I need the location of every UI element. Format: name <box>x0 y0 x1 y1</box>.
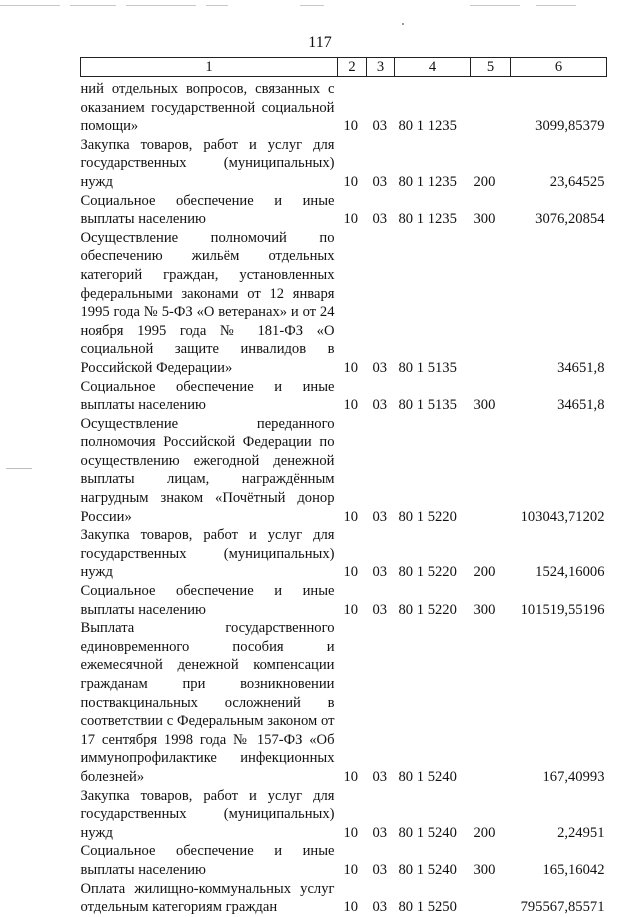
row-target-code: 80 1 5135 <box>398 359 457 376</box>
row-expense-type: 300 <box>473 211 496 228</box>
row-name: Осуществление полномочий по обеспечению жильём отдельных категорий граждан, установленных федеральными законами от 12 января 1995 года № 5-ФЗ «О ветеранах» и от 24 ноября 1995 года № 181-ФЗ «О социальной защите инвалидов в Российской Федерации» <box>80 229 335 376</box>
row-amount: 103043,71202 <box>520 508 605 525</box>
row-section: 10 <box>343 397 359 414</box>
row-expense-type <box>471 880 511 917</box>
row-amount: 165,16042 <box>542 861 605 878</box>
col-header-name: 1 <box>81 58 338 77</box>
row-target-code: 80 1 5220 <box>398 601 457 618</box>
table-row <box>81 77 607 136</box>
row-name: Социальное обеспечение и иные выплаты населению <box>80 843 335 878</box>
row-amount: 2,24951 <box>557 824 605 841</box>
row-amount: 23,64525 <box>549 173 605 190</box>
row-name: Закупка товаров, работ и услуг для государственных (муниципальных) нужд <box>80 787 335 841</box>
table-row <box>81 378 607 415</box>
row-subsection: 03 <box>372 508 388 525</box>
col-header-section: 2 <box>338 58 367 77</box>
row-target-code: 80 1 5135 <box>398 397 457 414</box>
row-subsection: 03 <box>372 173 388 190</box>
table-row <box>81 787 607 843</box>
row-section: 10 <box>343 564 359 581</box>
row-expense-type: 300 <box>473 861 496 878</box>
table-row <box>81 619 607 786</box>
row-section: 10 <box>343 211 359 228</box>
row-amount: 34651,8 <box>557 397 605 414</box>
row-amount: 167,40993 <box>542 768 605 785</box>
row-subsection: 03 <box>372 601 388 618</box>
row-section: 10 <box>343 899 359 916</box>
table-row <box>81 842 607 879</box>
row-subsection: 03 <box>372 824 388 841</box>
row-section: 10 <box>343 173 359 190</box>
table-row <box>81 582 607 619</box>
row-target-code: 80 1 5220 <box>398 508 457 525</box>
row-expense-type <box>471 229 511 378</box>
row-subsection: 03 <box>372 861 388 878</box>
scan-margin-mark <box>6 468 32 469</box>
row-section: 10 <box>343 601 359 618</box>
row-target-code: 80 1 5240 <box>398 768 457 785</box>
table-row <box>81 136 607 192</box>
col-header-subsection: 3 <box>367 58 395 77</box>
row-name: Выплата государственного единовременного пособия и ежемесячной денежной компенсации гражданам при возникновении поствакцинальных осложнений в соответствии с Федеральным законом от 17 сентября 1998 года № 157-ФЗ «Об иммунопрофилактике инфекционных болезней» <box>80 620 335 785</box>
row-section: 10 <box>343 359 359 376</box>
row-section: 10 <box>343 768 359 785</box>
row-name: Осуществление переданного полномочия Российской Федерации по осуществлению ежегодной денежной выплаты лицам, награждённым нагрудным знаком «Почётный донор России» <box>80 415 335 525</box>
row-section: 10 <box>343 508 359 525</box>
col-header-target: 4 <box>395 58 471 77</box>
row-target-code: 80 1 1235 <box>398 173 457 190</box>
row-amount: 795567,85571 <box>520 899 605 916</box>
budget-table <box>80 57 607 917</box>
row-subsection: 03 <box>372 359 388 376</box>
row-expense-type <box>471 415 511 527</box>
row-name: Социальное обеспечение и иные выплаты населению <box>80 583 335 618</box>
row-expense-type: 300 <box>473 601 496 618</box>
scan-artifacts <box>0 0 640 14</box>
col-header-amount: 6 <box>511 58 607 77</box>
table-row <box>81 526 607 582</box>
row-amount: 3076,20854 <box>535 211 605 228</box>
table-row <box>81 229 607 378</box>
table-row <box>81 192 607 229</box>
col-header-expense-type: 5 <box>471 58 511 77</box>
row-section: 10 <box>343 861 359 878</box>
table-row <box>81 415 607 527</box>
row-amount: 3099,85379 <box>535 118 605 135</box>
row-section: 10 <box>343 824 359 841</box>
row-subsection: 03 <box>372 768 388 785</box>
row-target-code: 80 1 1235 <box>398 211 457 228</box>
row-expense-type: 200 <box>473 564 496 581</box>
row-expense-type: 200 <box>473 173 496 190</box>
row-expense-type <box>471 77 511 136</box>
row-subsection: 03 <box>372 397 388 414</box>
row-amount: 101519,55196 <box>520 601 605 618</box>
scan-dot <box>402 23 404 25</box>
row-subsection: 03 <box>372 899 388 916</box>
table-row <box>81 880 607 917</box>
row-target-code: 80 1 5220 <box>398 564 457 581</box>
row-subsection: 03 <box>372 118 388 135</box>
row-target-code: 80 1 5240 <box>398 861 457 878</box>
row-target-code: 80 1 5240 <box>398 824 457 841</box>
page-number: 117 <box>308 34 332 51</box>
row-name: Оплата жилищно-коммунальных услуг отдельным категориям граждан <box>80 880 335 916</box>
table-body <box>81 77 607 917</box>
row-expense-type: 200 <box>473 824 496 841</box>
row-target-code: 80 1 1235 <box>398 118 457 135</box>
row-name: ний отдельных вопросов, связанных с оказанием государственной социальной помощи» <box>80 81 335 135</box>
row-name: Социальное обеспечение и иные выплаты населению <box>80 192 335 228</box>
row-name: Закупка товаров, работ и услуг для государственных (муниципальных) нужд <box>80 136 335 190</box>
row-section: 10 <box>343 118 359 135</box>
row-amount: 1524,16006 <box>535 564 605 581</box>
row-expense-type <box>471 619 511 786</box>
row-subsection: 03 <box>372 211 388 228</box>
row-name: Закупка товаров, работ и услуг для государственных (муниципальных) нужд <box>80 527 335 581</box>
row-amount: 34651,8 <box>557 359 605 376</box>
row-target-code: 80 1 5250 <box>398 899 457 916</box>
table-header <box>81 58 607 77</box>
row-name: Социальное обеспечение и иные выплаты населению <box>80 378 335 414</box>
row-subsection: 03 <box>372 564 388 581</box>
row-expense-type: 300 <box>473 397 496 414</box>
